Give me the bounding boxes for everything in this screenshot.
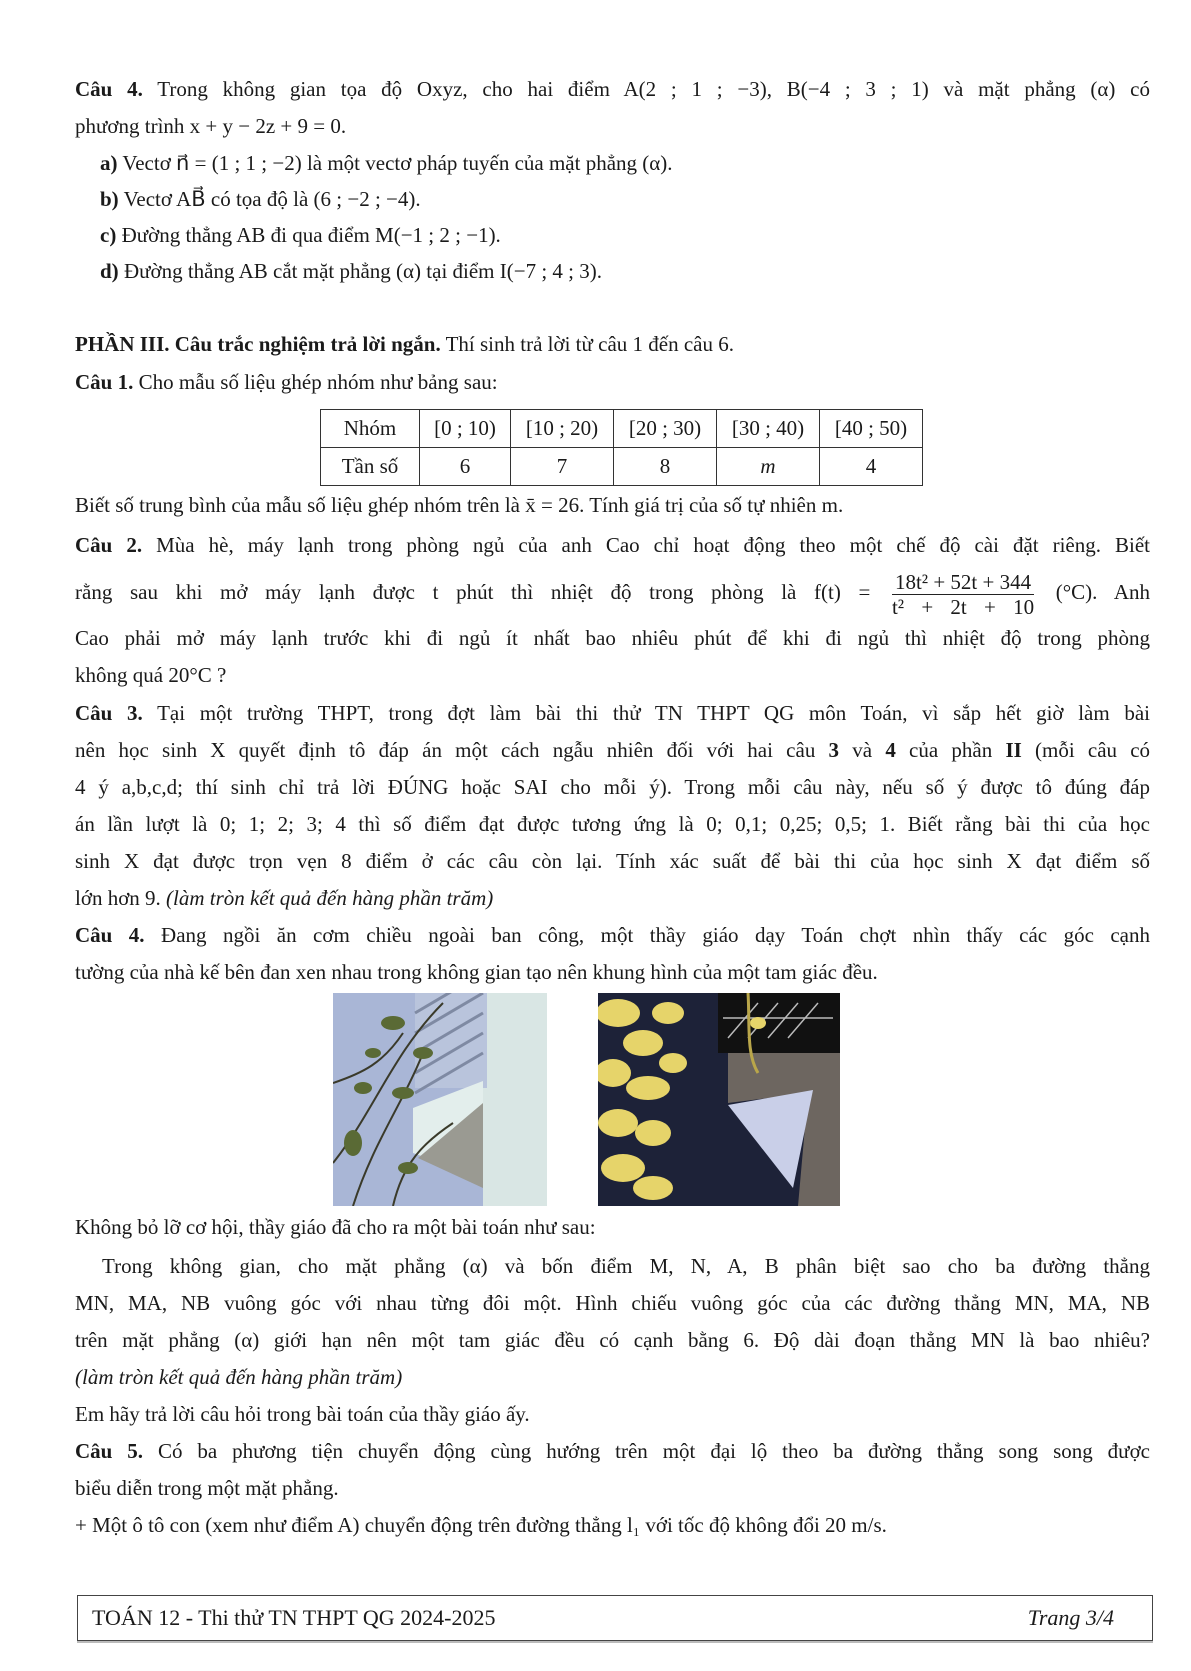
q2-line1: Câu 2. Mùa hè, máy lạnh trong phòng ngủ của anh Cao chỉ hoạt động theo một chế độ cài đặt riêng. Biết (75, 533, 1151, 557)
part3-title: PHẦN III. Câu trắc nghiệm trả lời ngắn. (75, 332, 441, 356)
q4-part2-line1: Câu 4. Trong không gian tọa độ Oxyz, cho hai điểm A(2 ; 1 ; −3), B(−4 ; 3 ; 1) và mặt phẳng (α) có (75, 77, 1150, 101)
q4-problem-line2: MN, MA, NB vuông góc với nhau từng đôi một. Hình chiếu vuông góc của các đường thẳng MN, MA, NB (75, 1291, 1150, 1315)
q1-question: Biết số trung bình của mẫu số liệu ghép nhóm trên là x̄ = 26. Tính giá trị của số tự nhiên m. (75, 493, 844, 517)
q4-item-a: a) Vectơ n⃗ = (1 ; 1 ; −2) là một vectơ pháp tuyến của mặt phẳng (α). (100, 151, 673, 175)
table-cell: [0 ; 10) (420, 410, 511, 448)
q3-line5: sinh X đạt được trọn vẹn 8 điểm ở các câu còn lại. Tính xác suất để bài thi của học sinh X đạt điểm số (75, 849, 1150, 873)
footer-title: TOÁN 12 - Thi thử TN THPT QG 2024-2025 (92, 1605, 496, 1630)
table-row (321, 448, 923, 486)
page-number: Trang 3/4 (1027, 1605, 1114, 1630)
q2-label: Câu 2. (75, 533, 143, 557)
q4-item-d: d) Đường thẳng AB cắt mặt phẳng (α) tại điểm I(−7 ; 4 ; 3). (100, 259, 603, 283)
table-cell: [20 ; 30) (614, 410, 717, 448)
part3-instruction: Thí sinh trả lời từ câu 1 đến câu 6. (445, 332, 735, 356)
table-header-row (321, 410, 923, 448)
table-cell: 6 (420, 448, 511, 486)
q4-label: Câu 4. (75, 923, 145, 947)
q3-line3: 4 ý a,b,c,d; thí sinh chỉ trả lời ĐÚNG hoặc SAI cho mỗi ý). Trong mỗi câu này, nếu số ý được tô đúng đáp (75, 775, 1150, 799)
table-cell: [30 ; 40) (717, 410, 820, 448)
q5-line3: + Một ô tô con (xem như điểm A) chuyển động trên đường thẳng l₁ với tốc độ không đổi 20 m/s. (75, 1513, 887, 1537)
q4-item-b: b) Vectơ AB⃗ có tọa độ là (6 ; −2 ; −4). (100, 187, 421, 211)
q2-line3: Cao phải mở máy lạnh trước khi đi ngủ ít nhất bao nhiêu phút để khi đi ngủ thì nhiệt độ trong phòng (75, 626, 1150, 650)
q3-label: Câu 3. (75, 701, 143, 725)
part3-heading (75, 331, 1150, 357)
table-cell: [40 ; 50) (820, 410, 923, 448)
table-cell: 4 (820, 448, 923, 486)
formula-fraction (892, 570, 1034, 619)
q4-after-photos: Không bỏ lỡ cơ hội, thầy giáo đã cho ra một bài toán như sau: (75, 1215, 596, 1239)
rounding-note: (làm tròn kết quả đến hàng phần trăm) (166, 886, 494, 910)
table-cell: Tần số (321, 448, 420, 486)
table-cell: m (717, 448, 820, 486)
q4-part2-line2: phương trình x + y − 2z + 9 = 0. (75, 114, 347, 138)
formula-denominator: t² + 2t + 10 (891, 594, 1035, 619)
balcony-night-image (598, 993, 840, 1206)
q5-label: Câu 5. (75, 1439, 144, 1463)
q4-item-c: c) Đường thẳng AB đi qua điểm M(−1 ; 2 ; −1). (100, 223, 501, 247)
formula-numerator: 18t² + 52t + 344 (892, 570, 1034, 595)
photo-balcony-night (598, 993, 840, 1206)
q4-problem-line1: Trong không gian, cho mặt phẳng (α) và bốn điểm M, N, A, B phân biệt sao cho ba đường thẳng (102, 1254, 1150, 1278)
q3-line4: án lần lượt là 0; 1; 2; 3; 4 thì số điểm đạt được tương ứng là 0; 0,1; 0,25; 0,5; 1. Biết rằng bài thi của học (75, 812, 1150, 836)
q5-line2: biểu diễn trong một mặt phẳng. (75, 1476, 339, 1500)
q1-label: Câu 1. (75, 370, 134, 394)
table-cell: 8 (614, 448, 717, 486)
q3-line6: lớn hơn 9. (làm tròn kết quả đến hàng phần trăm) (75, 886, 494, 910)
q4-problem-line3: trên mặt phẳng (α) giới hạn nên một tam giác đều có cạnh bằng 6. Độ dài đoạn thẳng MN là bao nhiêu? (75, 1328, 1150, 1352)
q2-line4: không quá 20°C ? (75, 663, 227, 687)
q5-line1: Câu 5. Có ba phương tiện chuyển động cùng hướng trên một đại lộ theo ba đường thẳng song song được (75, 1439, 1150, 1463)
photo-balcony-daylight (333, 993, 547, 1206)
table-cell: Nhóm (321, 410, 420, 448)
table-cell: [10 ; 20) (511, 410, 614, 448)
q2-line2: rằng sau khi mở máy lạnh được t phút thì nhiệt độ trong phòng là f(t) = $\frac{\text{18t² + 52t + 344}}{\text{t² + 2t + 10}}$ (°C). Anh (75, 569, 1151, 619)
q4-part2-label: Câu 4. (75, 77, 143, 101)
q4-rounding-note: (làm tròn kết quả đến hàng phần trăm) (75, 1365, 403, 1389)
page-footer (77, 1595, 1153, 1641)
q4-line1: Câu 4. Đang ngồi ăn cơm chiều ngoài ban công, một thầy giáo dạy Toán chợt nhìn thấy các góc cạnh (75, 923, 1151, 947)
q4-problem-line5: Em hãy trả lời câu hỏi trong bài toán của thầy giáo ấy. (75, 1402, 530, 1426)
table-cell: 7 (511, 448, 614, 486)
q4-line2: tường của nhà kế bên đan xen nhau trong không gian tạo nên khung hình của một tam giác đều. (75, 960, 878, 984)
q3-line2: nên học sinh X quyết định tô đáp án một cách ngẫu nhiên đối với hai câu 3 và 4 của phần II (mỗi câu có (75, 738, 1151, 762)
q1-intro-line: Câu 1. Cho mẫu số liệu ghép nhóm như bảng sau: (75, 370, 498, 394)
q3-line1: Câu 3. Tại một trường THPT, trong đợt làm bài thi thử TN THPT QG môn Toán, vì sắp hết giờ làm bài (75, 701, 1151, 725)
frequency-table (320, 409, 923, 486)
balcony-daylight-image (333, 993, 547, 1206)
